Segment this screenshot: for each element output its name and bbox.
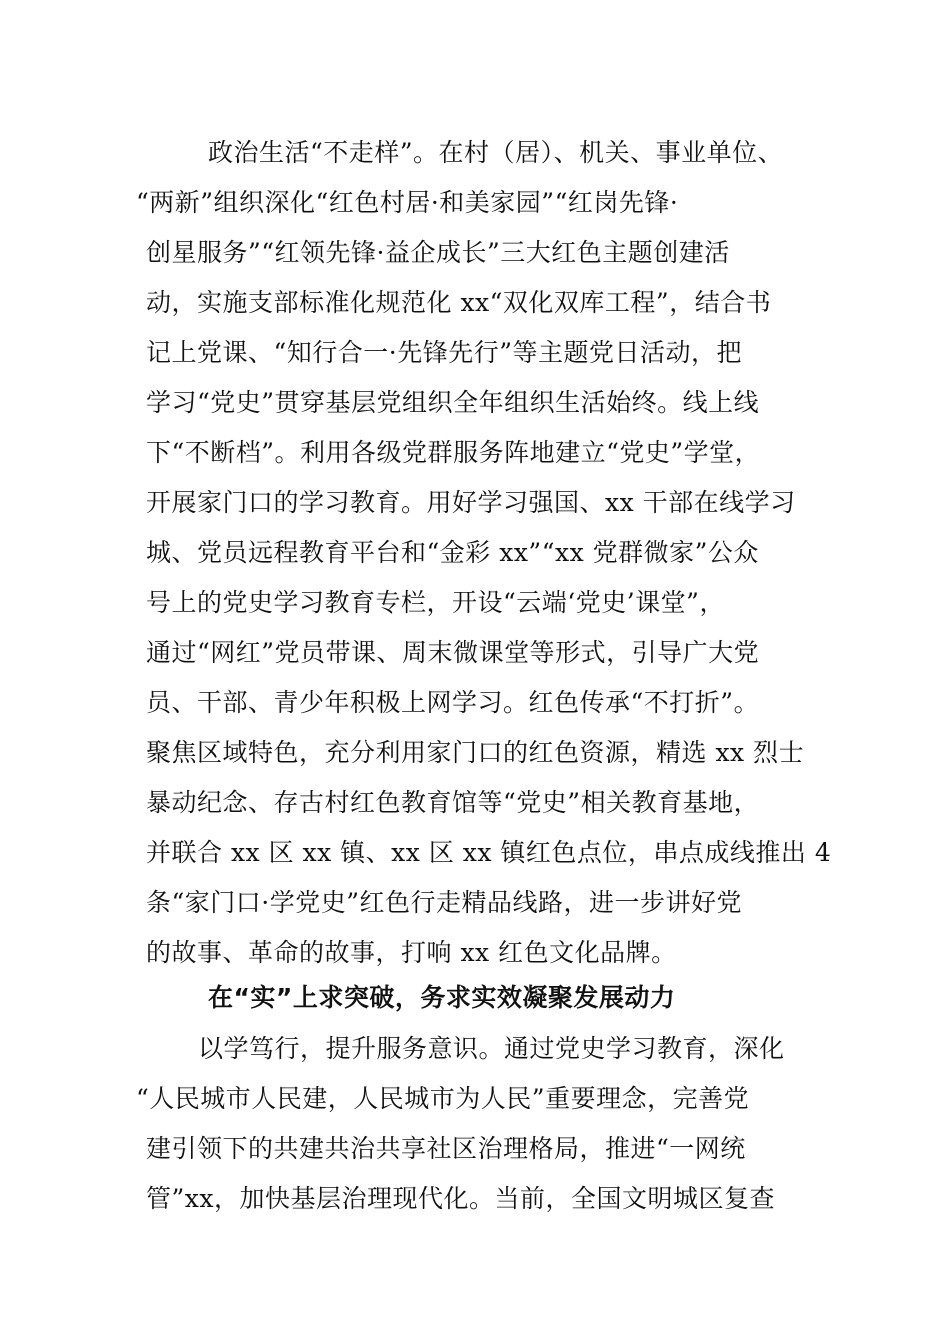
paragraph-line: 号上的党史学习教育专栏，开设“云端‘党史’课堂”， [146, 588, 725, 617]
paragraph-line: 学习“党史”贯穿基层党组织全年组织生活始终。线上线 [146, 388, 760, 417]
paragraph-line: “人民城市人民建，人民城市为人民”重要理念，完善党 [136, 1084, 750, 1113]
paragraph-line: 通过“网红”党员带课、周末微课堂等形式，引导广大党 [146, 638, 760, 667]
paragraph-line: 聚焦区域特色，充分利用家门口的红色资源，精选 xx 烈士 [146, 738, 805, 767]
paragraph-line: “两新”组织深化“红色村居·和美家园”“红岗先锋· [136, 188, 679, 217]
paragraph-line: 以学笃行，提升服务意识。通过党史学习教育，深化 [198, 1034, 785, 1063]
paragraph-line: 下“不断档”。利用各级党群服务阵地建立“党史”学堂， [146, 438, 761, 467]
paragraph-line: 创星服务”“红领先锋·益企成长”三大红色主题创建活 [146, 238, 730, 267]
paragraph-line: 并联合 xx 区 xx 镇、xx 区 xx 镇红色点位，串点成线推出 4 [146, 838, 832, 867]
section-heading: 在“实”上求突破，务求实效凝聚发展动力 [208, 983, 676, 1012]
paragraph-line: 城、党员远程教育平台和“金彩 xx”“xx 党群微家”公众 [146, 538, 759, 567]
paragraph-line: 建引领下的共建共治共享社区治理格局，推进“一网统 [146, 1134, 746, 1163]
paragraph-line: 暴动纪念、存古村红色教育馆等“党史”相关教育基地， [146, 788, 760, 817]
paragraph-line: 条“家门口·学党史”红色行走精品线路，进一步讲好党 [146, 888, 743, 917]
paragraph-line: 政治生活“不走样”。在村（居）、机关、事业单位、 [208, 138, 784, 167]
paragraph-line: 动，实施支部标准化规范化 xx“双化双库工程”，结合书 [146, 288, 772, 317]
paragraph-line: 的故事、革命的故事，打响 xx 红色文化品牌。 [146, 938, 677, 967]
paragraph-line: 记上党课、“知行合一·先锋先行”等主题党日活动，把 [146, 338, 743, 367]
paragraph-line: 员、干部、青少年积极上网学习。红色传承“不打折”。 [146, 688, 760, 717]
paragraph-line: 管”xx，加快基层治理现代化。当前，全国文明城区复查 [146, 1184, 775, 1213]
paragraph-line: 开展家门口的学习教育。用好学习强国、xx 干部在线学习 [146, 488, 796, 517]
